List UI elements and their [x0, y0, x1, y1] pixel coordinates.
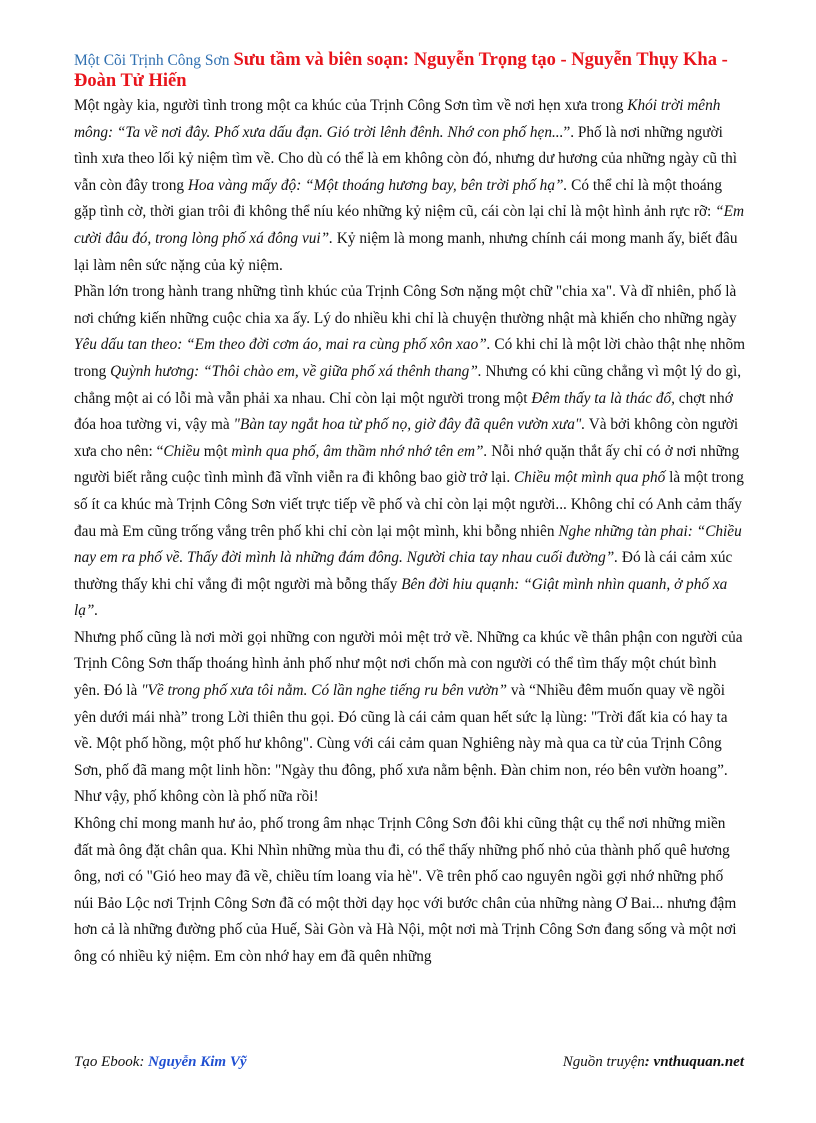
text-run: Nỗi nhớ quặn thắt ấy chỉ có ở nơi những người biết rằng cuộc tình mình đã vĩnh viễn ra đi không bao giờ trở lại. — [74, 442, 740, 487]
text-run: Có thể chỉ là một thoáng gặp tình cờ, thời gian trôi đi không thể níu kéo những kỷ niệm cũ, cái còn lại chỉ là một hình ảnh rực rỡ: — [74, 176, 722, 221]
source-credit — [563, 1054, 744, 1071]
song-quote: Quỳnh hương: “Thôi chào em, về giữa phố xá thênh thang”. — [110, 362, 482, 380]
song-quote: Hoa vàng mấy độ: “Một thoáng hương bay, bên trời phố hạ”. — [187, 176, 568, 194]
ebook-separator: : — [139, 1054, 149, 1070]
article-body — [74, 93, 746, 971]
text-run: Không chỉ mong manh hư ảo, phố trong âm nhạc Trịnh Công Sơn đôi khi cũng thật cụ thể nơi những miền đất mà ông đặt chân qua. Khi Nhìn những mùa thu đi, có thể thấy những phố nhỏ của thành phố quê hương ông, nơi có "Gió heo may đã về, chiều tím loang vỉa hè". Về trên phố cao nguyên ngồi gợi nhớ những phố núi Bảo Lộc nơi Trịnh Công Sơn đã có một thời dạy học với bước chân của những nàng Ơ Bai... nhưng đậm hơn cả là những đường phố của Huế, Sài Gòn và Hà Nội, một nơi mà Trịnh Công Sơn đang sống và một nơi ông có nhiều kỷ niệm. Em còn nhớ hay em đã quên những — [74, 815, 737, 965]
song-quote: Nghe những tàn phai: “Chiều nay em ra phố về. Thấy đời mình là những đám đông. Người chia tay nhau cuối đường”. — [74, 522, 742, 567]
text-run: Đó là cái cảm xúc thường thấy khi chỉ vắng đi một người mà bỗng thấy — [74, 549, 733, 593]
paragraph-1 — [74, 93, 746, 279]
song-quote: Bên đời hiu quạnh: “Giật mình nhìn quanh, ở phố xa lạ”. — [74, 575, 728, 620]
source-label: Nguồn truyện — [562, 1054, 645, 1070]
song-quote: Đêm thấy ta là thác đổ, — [531, 389, 675, 407]
text-run: một — [199, 442, 232, 460]
text-run: Và bởi không còn người xưa cho nên: “ — [74, 416, 739, 460]
text-run: Nhưng phố cũng là nơi mời gọi những con người mỏi mệt trở về. Những ca khúc về thân phận con người của Trịnh Công Sơn thấp thoáng hình ảnh phố như một nơi chốn mà con người có thể tìm thấy một chút bình yên. Đó là — [74, 628, 743, 700]
text-run: và “Nhiều đêm muốn quay về ngồi yên dưới mái nhà” trong Lời thiên thu gọi. Đó cũng là cái cảm quan hết sức lạ lùng: "Trời đất kia có hay ta về. Một phố hồng, một phố hư không". Cùng với cái cảm quan Nghiêng này mà qua ca từ của Trịnh Công Sơn, phố đã mang một linh hồn: "Ngày thu đông, phố xưa nằm bệnh. Đàn chim non, réo bên vườn hoang”. Như vậy, phố không còn là phố nữa rồi! — [74, 682, 728, 806]
text-run: Nhưng có khi cũng chẳng vì một lý do gì, chẳng một ai có lỗi mà vẫn phải xa nhau. Chỉ còn lại một người trong một — [74, 362, 742, 407]
text-run: Kỷ niệm là mong manh, nhưng chính cái mong manh ấy, biết đâu lại làm nên sức nặng của kỷ niệm. — [74, 229, 738, 274]
ebook-author: Nguyễn Kim Vỹ — [148, 1054, 247, 1070]
text-run: chợt nhớ đóa hoa tường vi, vậy mà — [74, 389, 733, 434]
source-separator: : — [644, 1054, 654, 1070]
song-quote: "Về trong phố xưa tôi nằm. Có lần nghe tiếng ru bên vườn” — [141, 682, 508, 700]
text-run: Phần lớn trong hành trang những tình khúc của Trịnh Công Sơn nặng một chữ "chia xa". Và dĩ nhiên, phố là nơi chứng kiến những cuộc chia xa ấy. Lý do nhiều khi chỉ là chuyện thường nhật mà khiến cho những ngày — [74, 283, 737, 327]
song-quote: "Bàn tay ngắt hoa từ phố nọ, giờ đây đã quên vườn xưa". — [233, 416, 586, 434]
page-header — [74, 50, 746, 92]
book-title: Một Cõi Trịnh Công Sơn — [74, 52, 230, 69]
paragraph-2 — [74, 279, 746, 625]
text-run: là một trong số ít ca khúc mà Trịnh Công Sơn viết trực tiếp về phố và chỉ còn lại một người... Không chỉ có Anh cảm thấy đau mà Em cũng trống vắng trên phố khi chỉ còn lại một mình, khi bỗng nhiên — [74, 469, 744, 540]
song-quote: Chiều một mình qua phố — [513, 469, 666, 487]
ebook-credit — [74, 1054, 247, 1071]
text-run: Một ngày kia, người tình trong một ca khúc của Trịnh Công Sơn tìm về nơi hẹn xưa trong — [74, 97, 628, 114]
song-quote: mình qua phố, âm thầm nhớ nhớ tên em”. — [231, 442, 488, 460]
source-site: vnthuquan.net — [653, 1054, 744, 1070]
song-quote: Chiều — [163, 442, 200, 460]
song-quote: Yêu dấu tan theo: “Em theo đời cơm áo, mai ra cùng phố xôn xao”. — [74, 336, 491, 354]
song-quote: “Em cười đâu đó, trong lòng phố xá đông vui”. — [74, 203, 745, 247]
text-run: ”. Phố là nơi những người tình xưa theo lối kỷ niệm tìm về. Cho dù có thể là em không còn đó, nhưng dư hương của những ngày cũ thì vẫn còn đây trong — [74, 123, 738, 194]
paragraph-4 — [74, 811, 746, 971]
credits-line: Sưu tầm và biên soạn: Nguyễn Trọng tạo - Nguyễn Thụy Kha - Đoàn Tử Hiến — [74, 50, 728, 91]
paragraph-3 — [74, 625, 746, 811]
text-run: Có khi chỉ là một lời chào thật nhẹ nhõm trong — [74, 336, 746, 380]
ebook-label: Tạo Ebook — [74, 1054, 140, 1070]
song-quote: Khói trời mênh mông: “Ta về nơi đây. Phố xưa dấu đạn. Gió trời lênh đênh. Nhớ con phố hẹn... — [74, 97, 721, 141]
